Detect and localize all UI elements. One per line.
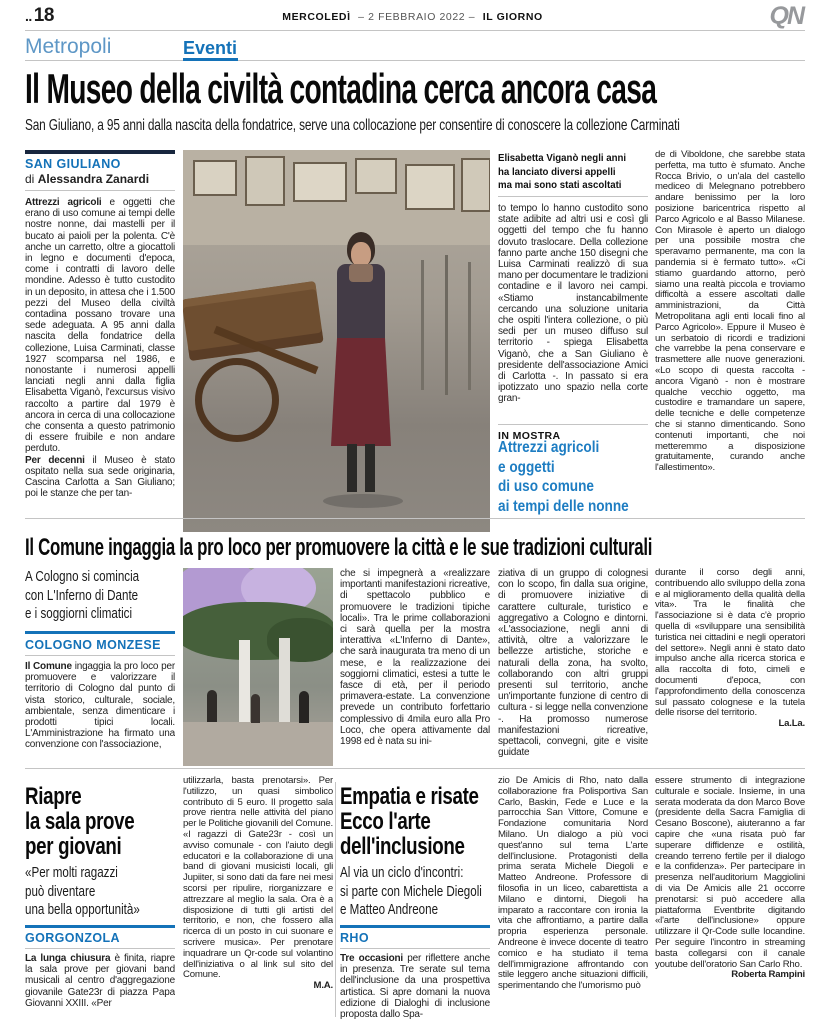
photo-column — [239, 640, 250, 726]
photo-foliage — [267, 618, 333, 662]
museum-p1-text: e oggetti che erano di uso comune ai tempi delle nostre nonne, dai mastelli per il bucato ai paioli per la polenta. C'è anche un carretto, oltre a giocattoli in legno e documenti d'epoca, come i contratti di lavoro delle mondine. Adesso è tutto custodito in un deposito, in attesa che i 1.500 pezzi del Museo della civiltà contadina possano trovare una sede adeguata. A 95 anni dalla nascita della fondatrice della collezione, Luisa Carminati, classe 1927 scomparsa nel 1986, e nonostante i numerosi appelli lanciati negli anni dalla figlia Elisabetta Viganò, l'excursus visivo raccolto a partire dal 1979 è ancora in cerca di una collocazione che consenta a questo patrimonio di essere fruibile e non andare perduto. — [25, 197, 175, 455]
proloco-col5-text: durante il corso degli anni, contribuendo allo sviluppo della zona e al miglioramento della qualità della vita». Tra le finalità che l'associazione si è data c'è proprio quella di «sviluppare una sensibilità turistica nei cittadini e negli operatori del settore». Negli anni è stato dato impulso anche alla ricerca storica e alla raccolta di foto, cimeli e documenti d'epoca, con l'approfondimento della conoscenza sul passato colognese e la tutela delle risorse del territorio. — [655, 568, 805, 719]
headline-line: Empatia e risate — [340, 783, 479, 810]
proloco-col4: ziativa di un gruppo di colognesi con lo scopo, fin dalla sua origine, di promuovere iniziative di carattere culturale, turistico e aggregativo a Cologno e dintorni. «L'associazione, negli anni di attività, oltre a valorizzare le bellezze artistiche, storiche e naturali della zona, ha svolto, collaborando con altri gruppi presenti sul territorio, anche un'importante funzione di centro di cultura - si legge nella convenzione -. Ha promosso numerose manifestazioni ricreative, spettacoli, convegni, gite e visite guidate — [498, 568, 648, 759]
photo-frame — [293, 162, 347, 202]
proloco-lead: Il Comune — [25, 661, 72, 672]
inclusione-standfirst — [340, 864, 482, 920]
museum-byline-name: Alessandra Zanardi — [37, 172, 150, 186]
inclusione-kicker-rule — [340, 948, 490, 949]
photo-shelf — [421, 260, 424, 390]
headline-line: la sala prove — [25, 808, 135, 835]
photo-caption — [498, 152, 626, 193]
photo-woman-skirt — [331, 338, 391, 446]
page-number-dots: .. — [25, 8, 32, 24]
salaprove-col2-text: utilizzarla, basta prenotarsi». Per l'utilizzo, un quasi simbolico contributo di 5 euro. Il progetto sala prove rientra nelle attività del piano per le Politiche giovanili del Comune. «I ragazzi di Gate23r - così un avviso comunale - con l'aiuto degli educatori e la collaborazione di una band di giovani musicisti locali, gli Jupiiter, si sono dati da fare nei mesi scorsi per ripulire, riorganizzare e attrezzare al meglio la sala. Ora è a disposizione di tutti gli artisti del territorio, e non, che fossero alla ricerca di un posto in cui suonare e scrivere musica». Per prenotare inquadrare un Qr-code sul volantino dell'iniziativa o al link sul sito del Comune. — [183, 776, 333, 981]
pull-line: di uso comune — [498, 478, 594, 495]
pull-line: e oggetti — [498, 458, 555, 476]
nav-rule — [25, 60, 805, 61]
salaprove-kicker-bar — [25, 925, 175, 928]
inclusione-headline — [340, 784, 479, 859]
salaprove-lead: La lunga chiusura — [25, 953, 111, 964]
proloco-headline: Il Comune ingaggia la pro loco per promuovere la città e le sue tradizioni culturali — [25, 534, 653, 561]
main-subhead: San Giuliano, a 95 anni dalla nascita della fondatrice, serve una collocazione per consentire di conoscere la collezione Carminati — [25, 117, 680, 134]
photo-frame — [405, 164, 455, 210]
caption-line: ha lanciato diversi appelli — [498, 165, 616, 178]
qn-logo: QN — [769, 2, 803, 30]
proloco-kicker-bar — [25, 631, 175, 634]
nav-active-underline — [183, 58, 238, 61]
museum-p2-text: il Museo è stato ospitato nella sua sede originaria, Cascina Carlotta a San Giuliano; poi le stanze che per tan- — [25, 454, 175, 500]
nav-section-metropoli: Metropoli — [25, 35, 112, 58]
museum-byline-prefix: di — [25, 172, 38, 186]
proloco-kicker-rule — [25, 655, 175, 656]
nav-tab-eventi: Eventi — [183, 38, 238, 58]
inclusione-col1 — [340, 953, 490, 1024]
intro-line: e i soggiorni climatici — [25, 606, 133, 622]
inclusione-signature: Roberta Rampini — [731, 969, 805, 981]
headline-line: Ecco l'arte — [340, 808, 431, 835]
headline-line: per giovani — [25, 833, 122, 860]
intro-line: con L'Inferno di Dante — [25, 587, 139, 604]
section-divider — [25, 518, 805, 519]
headline-line: Riapre — [25, 783, 82, 810]
museum-kicker: SAN GIULIANO — [25, 157, 121, 171]
standfirst-line: può diventare — [25, 883, 96, 900]
pull-line: Attrezzi agricoli — [498, 439, 600, 456]
caption-line: Elisabetta Viganò negli anni — [498, 152, 627, 164]
page-number-value: 18 — [33, 5, 54, 26]
photo-woman-scarf — [349, 264, 373, 282]
standfirst-line: si parte con Michele Diegoli — [340, 883, 482, 900]
salaprove-signature: M.A. — [313, 980, 333, 992]
photo-person — [299, 691, 309, 723]
salaprove-col1-text: è finita, riapre la sala prove per giovani band musicali al centro d'aggregazione giovanile Gate23r di piazza Papa Giovanni XXIII. «Per — [25, 953, 175, 1009]
proloco-intro — [25, 568, 139, 624]
caption-line: ma mai sono stati ascoltati — [498, 179, 622, 191]
salaprove-standfirst — [25, 864, 140, 920]
photo-woman-leg — [347, 444, 357, 492]
caption-rule — [498, 196, 648, 197]
museum-kicker-bar — [25, 150, 175, 154]
proloco-signature: La.La. — [778, 718, 805, 730]
museum-byline-rule — [25, 190, 175, 191]
photo-shadow — [323, 494, 403, 508]
photo-frame — [245, 156, 285, 206]
salaprove-headline — [25, 784, 134, 859]
proloco-photo — [183, 568, 333, 766]
salaprove-kicker: GORGONZOLA — [25, 931, 120, 945]
pull-line: ai tempi delle nonne — [498, 497, 629, 515]
dateline-paper: IL GIORNO — [482, 11, 543, 23]
photo-ground — [183, 722, 333, 766]
photo-cart-wheel — [195, 358, 279, 442]
museum-byline — [25, 172, 149, 186]
photo-frame — [461, 158, 490, 212]
standfirst-line: e Matteo Andreone — [340, 902, 439, 918]
proloco-col5 — [655, 568, 805, 766]
photo-shelf — [445, 255, 448, 395]
inclusione-col3-text: essere strumento di integrazione culturale e sociale. Insieme, in una serata moderata da don Marco Bove (presidente della Sacra Famiglia di Cesano Boscone), aiuteranno a far capire che «una risata può far superare diffidenze e ostilità, creando terreno fertile per il dialogo e la confidenza». Per partecipare in presenza nell'auditorium Maggiolini di via De Amicis alle 21 occorre prenotarsi: si può accedere alla piattaforma Eventbrite digitando «l'arte dell'inclusione» oppure utilizzare il Qr-Code sulle locandine. Per seguire l'incontro in streaming basta collegarsi con il canale youtube dell'oratorio San Carlo Rho. — [655, 776, 805, 970]
intro-line: A Cologno si comincia — [25, 569, 140, 585]
museum-photo — [183, 150, 490, 532]
photo-person — [207, 690, 217, 722]
dateline-date: – 2 FEBBRAIO 2022 – — [358, 11, 476, 23]
museum-col4: to tempo lo hanno custodito sono state adibite ad altri usi e così gli oggetti del tempo che fu hanno dovuto traslocare. Della collezione fanno parte anche 150 disegni che Luisa Carminati realizzò di sua mano per documentare le tradizioni contadine e il lavoro nei campi. «Stiamo instancabilmente cercando una soluzione unitaria che ospiti l'intera collezione, o più sedi per un museo diffuso sul territorio - spiega Elisabetta Viganò, che a San Giuliano è presidente dell'associazione Amici di Carlotta -. In passato si era ipotizzato uno spazio nella corte gran- — [498, 203, 648, 405]
museum-col5: de di Viboldone, che sarebbe stata perfetta, ma tutto è sfumato. Anche Rocca Brivio, o un'ala del castello mediceo di Melegnano potrebbero andare benissimo per la loro posizione baricentrica rispetto al Parco Agricolo e al Basso Milanese. Con Mirasole è aperto un dialogo per una possibile mostra che speravamo permanente, ma con la pandemia si è fermato tutto». «Ci stiamo guardando attorno, però siamo una realtà piccola e troviamo difficoltà a essere ascoltati dalle amministrazioni, da Città Metropolitana agli enti locali fino al Parco Agricolo». Eppure il Museo è un serbatoio di ricordi e tradizioni che varrebbe la pena conservare e trasmettere alle nuove generazioni. «Lo scopo di questa raccolta - ancora Viganò - non è mostrare qualche vecchio oggetto, ma custodire e tramandare un sapere, delle tecniche e delle competenze che si stanno dimenticando. Sono contenuti importanti, che noi metteremmo a disposizione gratuitamente, curando anche l'allestimento». — [655, 150, 805, 474]
bottom-divider — [25, 768, 805, 769]
photo-frame — [193, 160, 237, 196]
photo-person — [251, 694, 260, 723]
photo-column — [279, 638, 290, 728]
inclusione-lead: Tre occasioni — [340, 953, 403, 964]
salaprove-col1 — [25, 953, 175, 1024]
pull-quote — [498, 438, 629, 516]
proloco-col1 — [25, 661, 175, 765]
headline-line: dell'inclusione — [340, 833, 465, 860]
proloco-col1-text: ingaggia la pro loco per promuovere e valorizzare il territorio di Cologno dal punto di vista storico, culturale, sociale, ambientale, senza dimenticare i prodotti tipici locali. L'Amministrazione ha firmato una convenzione con l'associazione, — [25, 661, 175, 751]
museum-p2-lead: Per decenni — [25, 454, 85, 466]
proloco-col3: che si impegnerà a «realizzare importanti manifestazioni ricreative, di spettacolo pubblico e promuovere le tradizioni tipiche locali». Tra le prime collaborazioni ci sarà quella per la mostra interattiva «L'Inferno di Dante», che sarà inaugurata tra meno di un mese, e la realizzazione dei soggiorni climatici, estesi a tutte le fasce di età, per il periodo primavera-estate. La convenzione prevede un contributo forfettario complessivo di 4mila euro alla Pro Loco, che opera attivamente dal 1998 ed è nata su ini- — [340, 568, 490, 748]
photo-shelf — [468, 262, 471, 390]
photo-frame — [355, 158, 397, 194]
inclusione-kicker-bar — [340, 925, 490, 928]
standfirst-line: «Per molti ragazzi — [25, 865, 118, 881]
museum-col1 — [25, 197, 175, 514]
dateline-day: MERCOLEDÌ — [282, 11, 351, 23]
inclusione-kicker: RHO — [340, 931, 369, 945]
main-headline: Il Museo della civiltà contadina cerca ancora casa — [25, 65, 657, 112]
standfirst-line: una bella opportunità» — [25, 902, 140, 918]
proloco-kicker: COLOGNO MONZESE — [25, 638, 161, 652]
photo-woman-leg — [365, 444, 375, 492]
pull-rule — [498, 424, 648, 425]
pull-label: IN MOSTRA — [498, 430, 561, 442]
inclusione-col1-text: per riflettere anche in presenza. Tre serate sul tema dell'inclusione da una prospettiva artistica. Si apre domani la nuova edizione di Dialoghi di inclusione proposta dallo Spa- — [340, 953, 490, 1021]
inclusione-col3 — [655, 776, 805, 1022]
standfirst-line: Al via un ciclo d'incontri: — [340, 865, 464, 881]
header-rule — [25, 30, 805, 31]
salaprove-col2 — [183, 776, 333, 1017]
dateline — [0, 11, 825, 23]
museum-p1-lead: Attrezzi agricoli — [25, 197, 102, 208]
salaprove-kicker-rule — [25, 948, 175, 949]
bottom-article-divider — [335, 782, 336, 1017]
inclusione-col2: zio De Amicis di Rho, nato dalla collaborazione fra Polisportiva San Carlo, Baskin, Fede e Luce e la parrocchia San Vittore, Comune e Fondazione comunitaria Nord Milano. Un dialogo a più voci quest'anno sul tema L'arte dell'inclusione. Protagonisti della prima serata Michele Diegoli e Matteo Andreone. Professore di filosofia in un liceo, cabarettista a Milano e dintorni, Diegoli ha imparato a raccontare con ironia la vita che affrontiamo, a partire dalla propria esperienza personale. Andreone è invece docente di teatro comico e ha studiato il tema dell'immigrazione affrontando con stile leggero anche situazioni difficili, sperimentando che l'umorismo può — [498, 776, 648, 992]
